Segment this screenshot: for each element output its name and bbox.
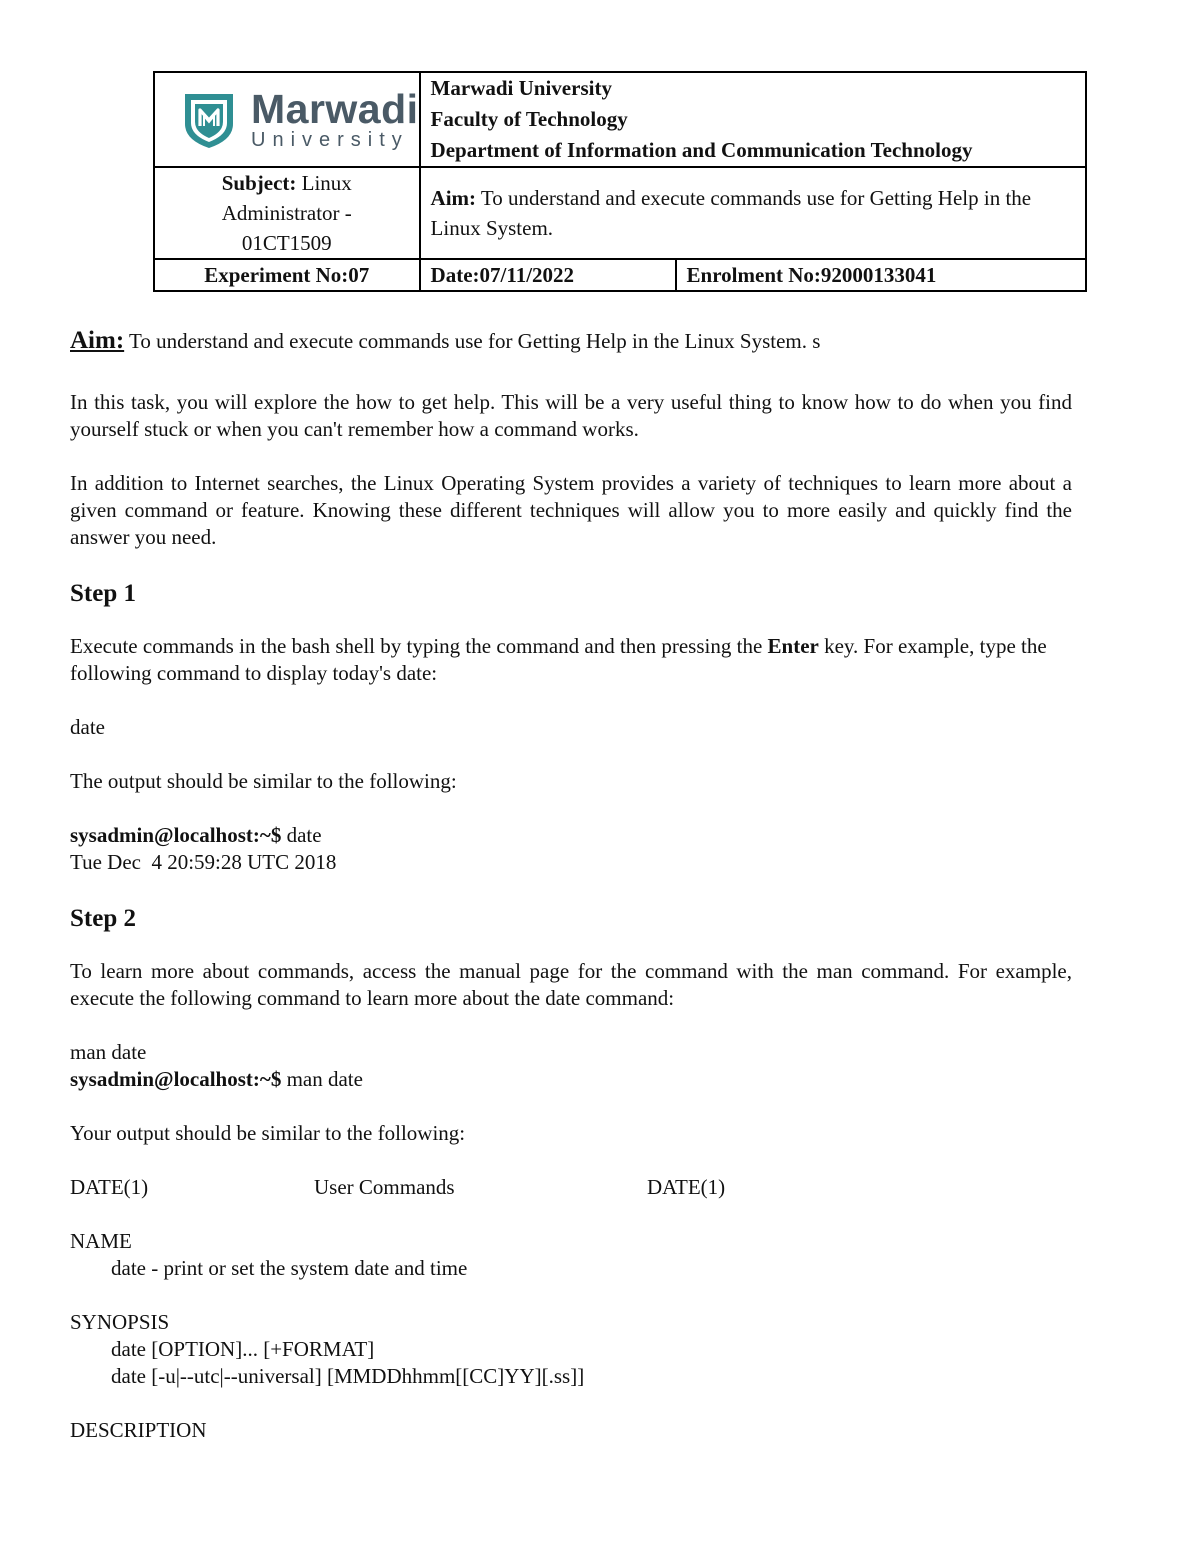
shell-prompt-2: sysadmin@localhost:~$ [70,1067,282,1091]
man-header-mid: User Commands [314,1175,455,1199]
faculty-name: Faculty of Technology [430,107,628,131]
logo-cell [154,72,420,167]
date-output: Tue Dec 4 20:59:28 UTC 2018 [70,850,337,874]
man-synopsis-heading: SYNOPSIS [70,1310,170,1334]
man-synopsis-line-2: date [-u|--utc|--universal] [MMDDhhmm[[CC]YY][.ss]] [111,1364,585,1388]
enter-key-label: Enter [767,634,819,658]
output-intro: The output should be similar to the following: [70,769,457,793]
department-name: Department of Information and Communication Technology [430,138,973,162]
man-name-desc: date - print or set the system date and time [111,1256,468,1280]
man-header-right: DATE(1) [647,1175,726,1199]
header-table [153,71,1087,292]
subject-value-3: 01CT1509 [241,231,332,255]
intro-paragraph-2: In addition to Internet searches, the Linux Operating System provides a variety of techniques to learn more about a given command or feature. Knowing these different techniques will allow you to more easily and quickly find the answer you need. [70,471,1072,549]
date-command: date [70,715,105,739]
man-header-line [70,1174,1072,1201]
logo-sub: University [251,128,409,151]
subject-cell [154,167,420,259]
prompt-command-man: man date [281,1067,363,1091]
step2-paragraph: To learn more about commands, access the manual page for the command with the man command. For example, execute the following command to learn more about the date command: [70,959,1072,1010]
prompt-command-date: date [281,823,322,847]
step1-text-b: key. For example, type the following command to display today's date: [70,634,1047,685]
document-body [70,327,1072,1444]
experiment-number: Experiment No:07 [154,259,420,291]
subject-value-2: Administrator - [221,201,352,225]
subject-value-1: Linux [296,171,352,195]
header-aim-cell [420,167,1086,259]
subject-label: Subject: [221,171,297,195]
prompt-line-man [70,1066,1072,1093]
university-logo [155,74,419,166]
experiment-date: Date:07/11/2022 [420,259,676,291]
shield-logo-icon [181,90,237,150]
man-synopsis-line-1: date [OPTION]... [+FORMAT] [111,1337,375,1361]
man-command: man date [70,1040,147,1064]
aim-paragraph [70,327,1072,355]
logo-name: Marwadi [251,85,419,132]
header-aim-label: Aim: [430,186,477,210]
university-name: Marwadi University [430,76,612,100]
step2-heading: Step 2 [70,905,136,932]
enrolment-number: Enrolment No:92000133041 [676,259,1086,291]
step1-heading: Step 1 [70,580,136,607]
output-intro-2: Your output should be similar to the following: [70,1121,466,1145]
man-description-heading: DESCRIPTION [70,1418,207,1442]
step1-paragraph [70,633,1072,687]
header-aim-text: To understand and execute commands use for Getting Help in the Linux System. [430,186,1032,240]
man-name-heading: NAME [70,1229,132,1253]
shell-prompt: sysadmin@localhost:~$ [70,823,282,847]
prompt-line-date [70,822,1072,849]
aim-label: Aim: [70,327,125,354]
intro-paragraph-1: In this task, you will explore the how to get help. This will be a very useful thing to know how to do when you find yourself stuck or when you can't remember how a command works. [70,390,1072,441]
aim-text: To understand and execute commands use for Getting Help in the Linux System. s [124,329,821,353]
step1-text-a: Execute commands in the bash shell by typing the command and then pressing the [70,634,768,658]
institution-cell [420,72,1086,167]
man-header-left: DATE(1) [70,1175,149,1199]
